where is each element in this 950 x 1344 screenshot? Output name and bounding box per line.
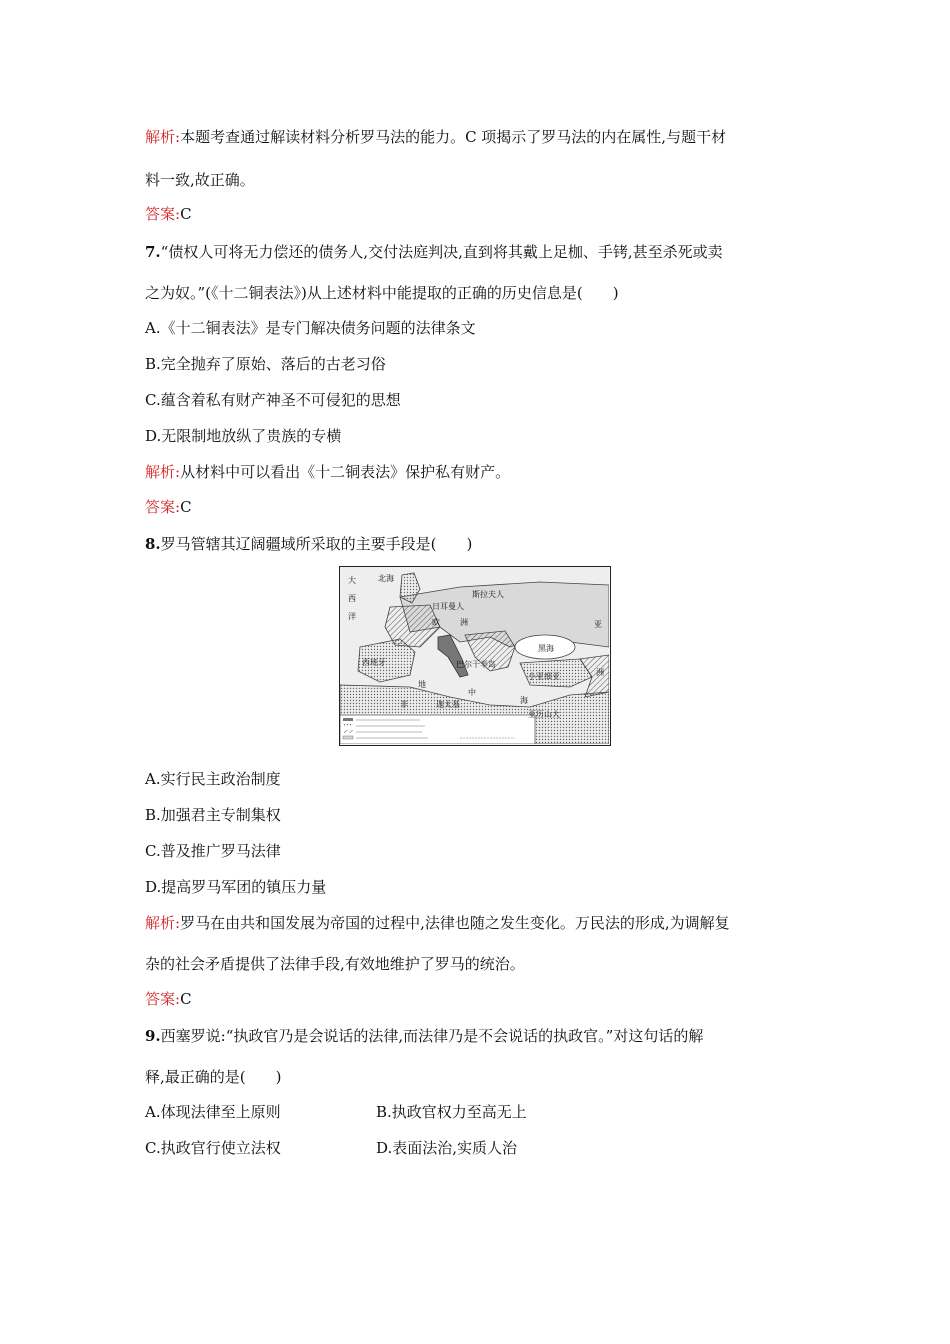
- answer-value: C: [180, 990, 192, 1008]
- q7-stem-line2: 之为奴。”(《十二铜表法》)从上述材料中能提取的正确的历史信息是( ): [145, 284, 619, 302]
- map-label-spain: 西班牙: [362, 658, 386, 667]
- analysis-label: 解析:: [145, 463, 181, 481]
- q9-option-b: B.执政官权力至高无上: [376, 1103, 527, 1121]
- q8-option-a: A.实行民主政治制度: [145, 770, 281, 788]
- q9-option-c: C.执政官行使立法权: [145, 1139, 281, 1157]
- q8-option-c: C.普及推广罗马法律: [145, 842, 281, 860]
- legend-swatch: [343, 730, 353, 733]
- q7-option-c: C.蕴含着私有财产神圣不可侵犯的思想: [145, 391, 401, 409]
- map-label-med: 地: [418, 680, 426, 689]
- analysis-text: 从材料中可以看出《十二铜表法》保护私有财产。: [180, 463, 511, 481]
- map-svg: [340, 567, 609, 744]
- q6-answer: [145, 204, 192, 224]
- q8-analysis-line1: [145, 913, 730, 933]
- question-stem: 西塞罗说:“执政官乃是会说话的法律,而法律乃是不会说话的执政官。”对这句话的解: [160, 1027, 704, 1045]
- legend-swatch: [343, 724, 353, 727]
- q7-option-d: D.无限制地放纵了贵族的专横: [145, 427, 342, 445]
- q7-stem-line1: [145, 242, 723, 262]
- answer-value: C: [180, 205, 192, 223]
- answer-label: 答案:: [145, 205, 181, 223]
- question-number: 9.: [145, 1027, 161, 1045]
- legend-swatch: [343, 736, 353, 739]
- map-label-north-sea: 北: [378, 574, 386, 583]
- q9-stem-line1: [145, 1026, 703, 1046]
- answer-label: 答案:: [145, 498, 181, 516]
- q9-option-d: D.表面法治,实质人治: [376, 1139, 518, 1157]
- q8-analysis-line2: 杂的社会矛盾提供了法律手段,有效地维护了罗马的统治。: [145, 955, 525, 973]
- map-label-med: 海: [520, 696, 528, 705]
- q7-option-b: B.完全抛弃了原始、落后的古老习俗: [145, 355, 386, 373]
- map-label-med: 中: [468, 688, 476, 697]
- map-label-north-sea: 海: [386, 574, 394, 583]
- map-label-alexandria: 亚历山大: [528, 710, 560, 719]
- answer-value: C: [180, 498, 192, 516]
- analysis-text: 本题考查通过解读材料分析罗马法的能力。C 项揭示了罗马法的内在属性,与题干材: [180, 128, 727, 146]
- map-label-germans: 日耳曼人: [432, 602, 464, 611]
- q6-analysis-line1: [145, 127, 726, 147]
- q9-stem-line2: 释,最正确的是( ): [145, 1068, 282, 1086]
- question-number: 7.: [145, 243, 161, 261]
- map-label-black-sea: 黑海: [538, 644, 554, 653]
- q8-stem: [145, 534, 472, 554]
- q6-analysis-line2: 料一致,故正确。: [145, 171, 255, 189]
- map-label-asia: 亚: [594, 620, 602, 629]
- q7-option-a: A.《十二铜表法》是专门解决债务问题的法律条文: [145, 319, 476, 337]
- analysis-text: 罗马在由共和国发展为帝国的过程中,法律也随之发生变化。万民法的形成,为调解复: [180, 914, 730, 932]
- roman-empire-map: [339, 566, 611, 746]
- question-stem: 罗马管辖其辽阔疆域所采取的主要手段是( ): [160, 535, 473, 553]
- map-label-slavs: 斯拉夫人: [472, 590, 504, 599]
- analysis-label: 解析:: [145, 914, 181, 932]
- q7-analysis: [145, 462, 510, 482]
- question-stem: “债权人可将无力偿还的债务人,交付法庭判决,直到将其戴上足枷、手铐,甚至杀死或卖: [160, 243, 723, 261]
- map-label-atlantic: 大: [348, 576, 356, 585]
- analysis-label: 解析:: [145, 128, 181, 146]
- map-label-asia-minor: 小亚细亚: [528, 672, 560, 681]
- q9-option-a: A.体现法律至上原则: [145, 1103, 281, 1121]
- map-label-atlantic: 洋: [348, 612, 356, 621]
- map-label-balkan: 巴尔干半岛: [456, 660, 496, 669]
- map-label-africa: 非: [400, 700, 408, 709]
- map-label-atlantic: 西: [348, 594, 356, 603]
- map-label-asia: 洲: [596, 668, 604, 677]
- q7-answer: [145, 497, 192, 517]
- answer-label: 答案:: [145, 990, 181, 1008]
- q8-answer: [145, 989, 192, 1009]
- map-label-carthage: 迦太基: [436, 700, 460, 709]
- legend-swatch: [343, 718, 353, 721]
- question-number: 8.: [145, 535, 161, 553]
- map-label-europe: 洲: [460, 618, 468, 627]
- q8-option-d: D.提高罗马军团的镇压力量: [145, 878, 327, 896]
- q8-option-b: B.加强君主专制集权: [145, 806, 281, 824]
- map-label-europe: 欧: [432, 618, 440, 627]
- map-legend: [340, 715, 535, 744]
